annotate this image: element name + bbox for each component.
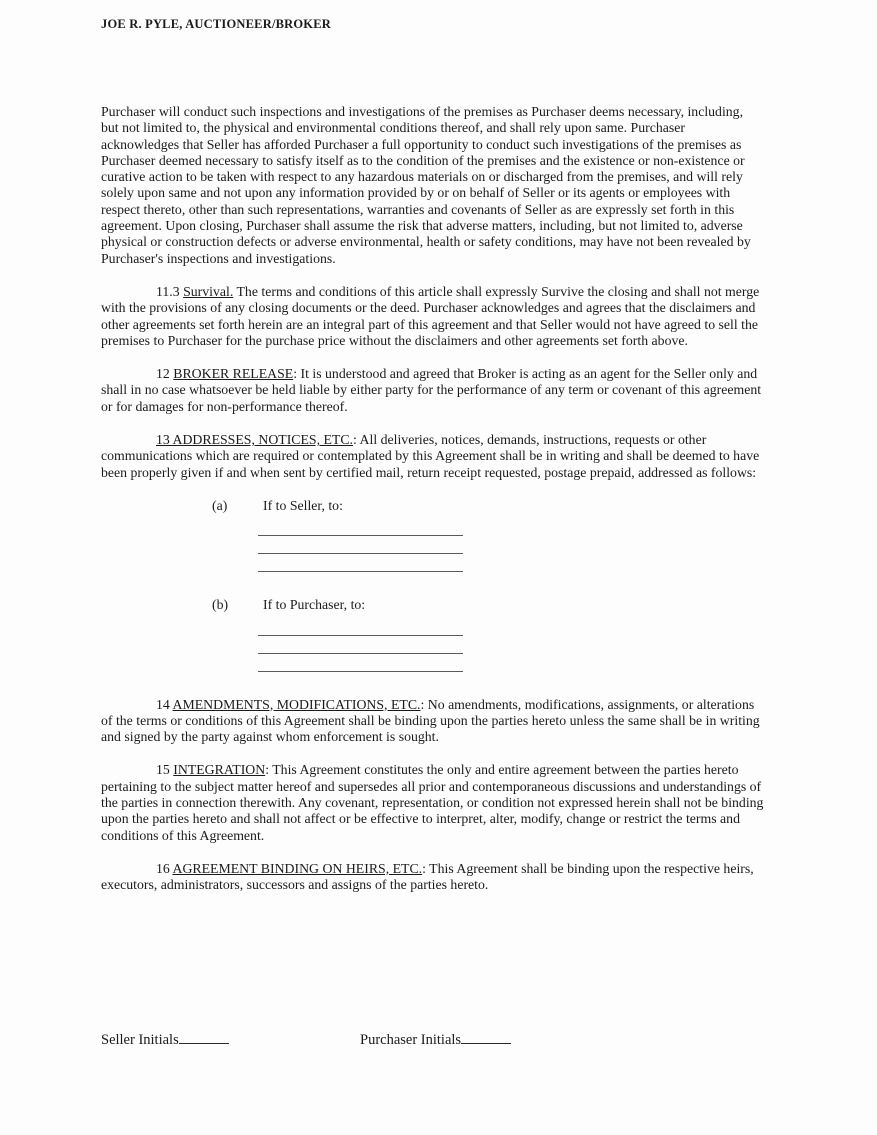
section-heading-addresses-notices: 13 ADDRESSES, NOTICES, ETC. — [156, 432, 354, 448]
notice-text-purchaser: If to Purchaser, to: — [263, 597, 366, 613]
section-body: : All deliveries, notices, demands, instructions, requests or other communications which are required or contemplated by this Agreement shall be in writing and shall be deemed to have been properly given if and when sent by certified mail, return receipt requested, postage prepaid, addressed as follows: — [101, 432, 760, 480]
section-body: : This Agreement shall be binding upon the respective heirs, executors, administrators, successors and assigns of the parties hereto. — [101, 860, 754, 893]
section-heading-binding-on-heirs: AGREEMENT BINDING ON HEIRS, ETC. — [172, 860, 423, 876]
notice-label-b: (b) — [212, 597, 229, 613]
inspection-paragraph: Purchaser will conduct such inspections and investigations of the premises as Purchaser deems necessary, including, but not limited to, the physical and environmental conditions thereof, and shall rely upon same. Purchaser acknowledges that Seller has afforded Purchaser a full opportunity to conduct such investigations of the premises as Purchaser deemed necessary to satisfy itself as to the condition of the premises and the existence or non-existence or curative action to be taken with respect to any hazardous materials on or discharged from the premises, and will rely solely upon same and not upon any information provided by or on behalf of Seller or its agents or employees with respect thereto, other than such representations, warranties and covenants of Seller as are expressly set forth in this agreement. Upon closing, Purchaser shall assume the risk that adverse matters, including, but not limited to, adverse physical or construction defects or adverse environmental, health or safety conditions, may have not been revealed by Purchaser's inspections and investigations. — [101, 104, 751, 266]
address-blank-line — [258, 536, 463, 554]
section-body: The terms and conditions of this article shall expressly Survive the closing and shall not merge with the provisions of any closing documents or the deed. Purchaser acknowledges and agrees that the disclaimers and other agreements set forth herein are an integral part of this agreement and that Seller would not have agreed to sell the premises to Purchaser for the purchase price without the disclaimers and other agreements set forth above. — [101, 283, 760, 348]
section-survival — [101, 284, 764, 349]
section-heading-amendments: AMENDMENTS, MODIFICATIONS, ETC. — [172, 696, 421, 712]
section-heading-survival: Survival. — [183, 283, 234, 299]
section-number: 14 — [156, 696, 173, 712]
section-heading-broker-release: BROKER RELEASE — [173, 366, 294, 382]
address-blank-line — [258, 636, 463, 654]
broker-header: JOE R. PYLE, AUCTIONEER/BROKER — [101, 17, 331, 31]
purchaser-initials-line — [461, 1028, 511, 1044]
notice-text-seller: If to Seller, to: — [263, 497, 343, 513]
section-body: : It is understood and agreed that Broker is acting as an agent for the Seller only and shall in no case whatsoever be held liable by either party for the performance of any term or covenant of this agreement or for damages for non-performance thereof. — [101, 366, 762, 414]
address-blank-line — [258, 618, 463, 636]
section-body: : This Agreement constitutes the only and entire agreement between the parties hereto pertaining to the subject matter hereof and supersedes all prior and contemporaneous discussions and understandings of the parties in connection therewith. Any covenant, representation, or condition not expressed herein shall not be binding upon the parties hereto and shall not affect or be effective to interpret, alter, modify, change or restrict the terms and conditions of this Agreement. — [101, 762, 764, 843]
section-number: 11.3 — [156, 283, 184, 299]
section-heading-integration: INTEGRATION — [173, 762, 266, 778]
section-number: 15 — [156, 762, 174, 778]
contract-body — [101, 104, 764, 911]
section-amendments — [101, 697, 764, 746]
section-broker-release — [101, 366, 764, 415]
notice-item-seller — [212, 498, 764, 514]
purchaser-initials-label: Purchaser Initials — [360, 1032, 462, 1048]
notice-label-a: (a) — [212, 497, 228, 513]
purchaser-initials — [360, 1028, 511, 1049]
address-blank-line — [258, 554, 463, 572]
purchaser-address-lines — [258, 618, 764, 672]
seller-initials — [101, 1028, 229, 1049]
seller-initials-label: Seller Initials — [101, 1032, 179, 1048]
seller-address-lines — [258, 518, 764, 572]
section-number: 12 — [156, 366, 174, 382]
section-addresses-notices — [101, 432, 764, 481]
section-binding-on-heirs — [101, 861, 764, 894]
seller-initials-line — [179, 1028, 229, 1044]
notice-item-purchaser — [212, 597, 764, 613]
section-body: : No amendments, modifications, assignments, or alterations of the terms or conditions of this Agreement shall be binding upon the parties hereto unless the same shall be in writing and signed by the party against whom enforcement is sought. — [101, 696, 760, 745]
address-blank-line — [258, 654, 463, 672]
address-blank-line — [258, 518, 463, 536]
section-integration — [101, 762, 764, 843]
section-number: 16 — [156, 860, 173, 876]
